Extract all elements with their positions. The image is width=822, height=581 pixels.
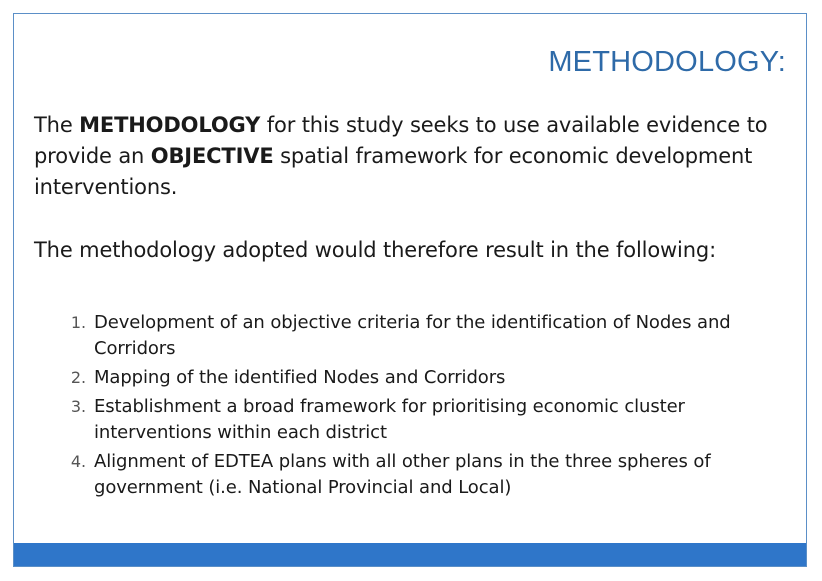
slide-title: METHODOLOGY: <box>548 46 786 78</box>
list-text: Establishment a broad framework for prioritising economic cluster interventions within each district <box>94 396 685 443</box>
intro-text-1: The <box>34 113 80 137</box>
list-number: 1. <box>70 313 86 332</box>
slide <box>13 13 807 567</box>
list-item <box>34 310 794 362</box>
footer-bar <box>14 543 806 566</box>
intro-text-2: for this study seeks to use available evidence to provide an <box>34 113 768 168</box>
list-item <box>34 449 794 501</box>
intro-bold-methodology: METHODOLOGY <box>79 113 261 137</box>
list-item <box>34 394 794 446</box>
list-number: 4. <box>70 452 86 471</box>
list-text: Alignment of EDTEA plans with all other plans in the three spheres of government (i.e. National Provincial and Local) <box>94 451 711 498</box>
list-item <box>34 365 794 391</box>
intro-text-3: spatial framework for economic development interventions. <box>34 144 753 199</box>
list-number: 2. <box>70 368 86 387</box>
intro-bold-objective: OBJECTIVE <box>150 144 274 168</box>
result-paragraph: The methodology adopted would therefore result in the following: <box>34 238 716 262</box>
list-text: Development of an objective criteria for the identification of Nodes and Corridors <box>94 312 731 359</box>
intro-paragraph <box>34 110 794 203</box>
list-text: Mapping of the identified Nodes and Corridors <box>94 367 506 388</box>
outcomes-list <box>34 310 794 504</box>
list-number: 3. <box>70 397 86 416</box>
